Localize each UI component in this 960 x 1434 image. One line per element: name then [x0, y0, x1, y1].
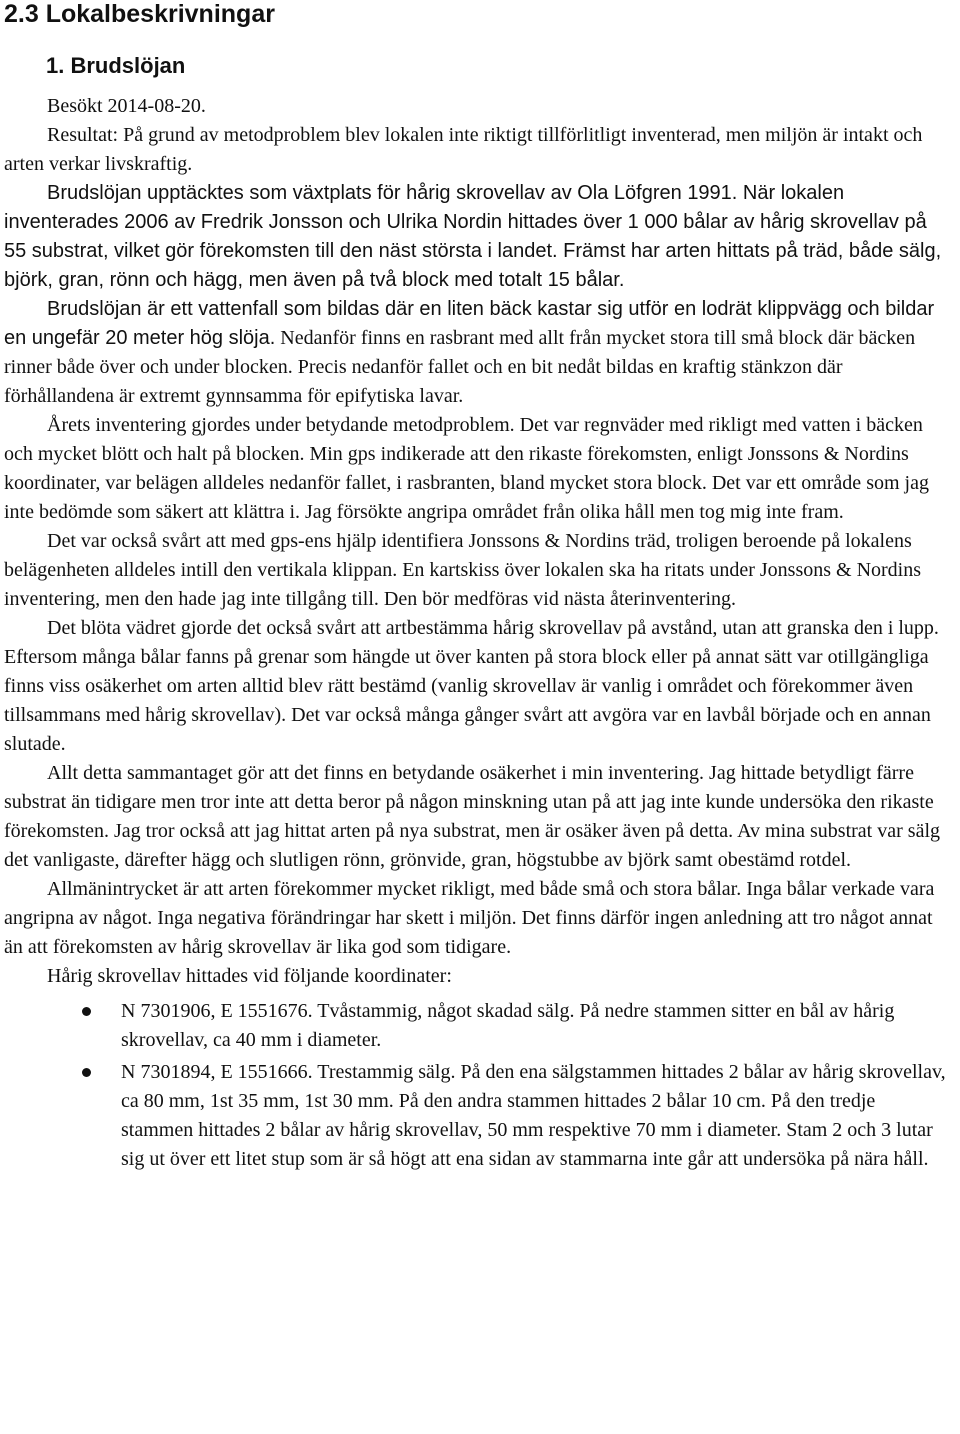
- weather-paragraph: Det blöta vädret gjorde det också svårt att artbestämma hårig skrovellav på avstånd, utan att granska den i lupp. Eftersom många bålar fanns på grenar som hängde ut över kanten på stora block eller på annat sätt var otillgängliga finns viss osäkerhet om arten alltid blev rätt bestämd (vanlig skrovellav är vanlig i området och förekommer även tillsammans med hårig skrovellav). Det var också många gånger svårt att avgöra var en lavbål började och en annan slutade.: [4, 617, 939, 755]
- visit-date: Besökt 2014-08-20.: [47, 95, 206, 117]
- document-body: [4, 92, 954, 1177]
- site-heading: 1. Brudslöjan: [46, 53, 186, 78]
- bullet-icon: [82, 1068, 91, 1077]
- history-sentence: Brudslöjan upptäcktes som växtplats för hårig skrovellav av Ola Löfgren 1991.: [47, 182, 738, 204]
- waterfall-sentence: Brudslöjan är ett vattenfall som bildas där en liten bäck kastar sig utför en lodrät klippvägg och bildar en ungefär 20 meter hög slöja.: [4, 298, 935, 349]
- general-impression-paragraph: Allmänintrycket är att arten förekommer mycket rikligt, med både små och stora bålar. Inga bålar verkade vara angripna av något. Inga negativa förändringar har skett i miljön. Det finns därför ingen anledning att tro något annat än att förekomsten av hårig skrovellav är lika god som tidigare.: [4, 878, 935, 958]
- gps-paragraph: Det var också svårt att med gps-ens hjälp identifiera Jonssons & Nordins träd, troligen beroende på lokalens belägenheten alldeles intill den vertikala klippan. En kartskiss över lokalen ska ha ritats under Jonssons & Nordins inventering, men den hade jag inte tillgång till. Den bör medföras vid nästa återinventering.: [4, 530, 922, 610]
- method-paragraph: Årets inventering gjordes under betydande metodproblem. Det var regnväder med rikligt med vatten i bäcken och mycket blött och halt på blocken. Min gps indikerade att den rikaste förekomsten, enligt Jonssons & Nordins koordinater, var belägen alldeles nedanför fallet, i rasbranten, bland mycket stora block. Det var ett område som jag inte bedömde som säkert att klättra i. Jag försökte angripa området från olika håll men tog mig inte fram.: [4, 414, 929, 523]
- waterfall-paragraph: [4, 295, 954, 411]
- list-item: N 7301894, E 1551666. Trestammig sälg. På den ena sälgstammen hittades 2 bålar av hårig skrovellav, ca 80 mm, 1st 35 mm, 1st 30 mm. På den andra stammen hittades 2 bålar 10 cm. På den tredje stammen hittades 2 bålar av hårig skrovellav, 50 mm respektive 70 mm i diameter. Stam 2 och 3 lutar sig ut över ett litet stup som är så högt att ena sidan av stammarna inte går att undersöka på nära håll.: [4, 1058, 954, 1174]
- scree-text: Nedanför finns en rasbrant med allt från mycket stora till små block där bäcken rinner både över och under blocken. Precis nedanför fallet och en bit nedåt bildas en kraftig stänkzon där förhållandena är extremt gynnsamma för epifytiska lavar.: [4, 327, 916, 407]
- history-paragraph: [4, 179, 954, 295]
- coordinates-list: [4, 997, 954, 1174]
- result-paragraph: Resultat: På grund av metodproblem blev lokalen inte riktigt tillförlitligt inventerad, men miljön är intakt och arten verkar livskraftig.: [4, 124, 923, 175]
- inventory-2006-text: När lokalen inventerades 2006 av Fredrik Jonsson och Ulrika Nordin hittades över 1 000 bålar av hårig skrovellav på 55 substrat, vilket gör förekomsten till den näst största i landet. Främst har arten hittats på träd, både sälg, björk, gran, rönn och hägg, men även på två block med totalt 15 bålar.: [4, 182, 942, 291]
- bullet-icon: [82, 1007, 91, 1016]
- coords-intro: Hårig skrovellav hittades vid följande koordinater:: [47, 965, 452, 987]
- uncertainty-paragraph: Allt detta sammantaget gör att det finns en betydande osäkerhet i min inventering. Jag hittade betydligt färre substrat än tidigare men tror inte att detta beror på någon minskning utan på att jag inte kunde undersöka den rikaste förekomsten. Jag tror också att jag hittat arten på nya substrat, men är osäker även på detta. Av mina substrat var sälg det vanligaste, därefter hägg och slutligen rönn, grönvide, gran, högstubbe av björk samt obestämd rotdel.: [4, 762, 940, 871]
- section-heading: 2.3 Lokalbeskrivningar: [4, 0, 275, 28]
- list-item: N 7301906, E 1551676. Tvåstammig, något skadad sälg. På nedre stammen sitter en bål av hårig skrovellav, ca 40 mm i diameter.: [4, 997, 954, 1055]
